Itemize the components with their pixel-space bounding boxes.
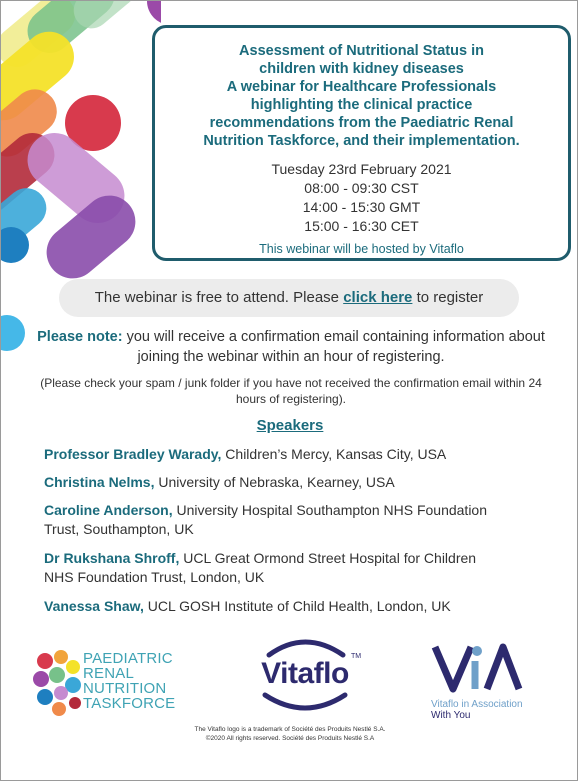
speaker-item [44, 445, 544, 464]
speaker-affiliation: Children’s Mercy, Kansas City, USA [221, 446, 447, 462]
via-mark-icon [431, 643, 551, 695]
vitaflo-wordmark: Vitaflo [261, 657, 349, 690]
trademark-line: The Vitaflo logo is a trademark of Société des Produits Nestlé S.A. [194, 726, 386, 733]
speaker-item [44, 549, 494, 587]
speaker-affiliation: UCL Great Ormond Street Hospital for Children NHS Foundation Trust, London, UK [44, 550, 477, 585]
note-text: you will receive a confirmation email containing information about joining the webinar within an hour of registering. [122, 329, 545, 365]
copyright-line: ©2020 All rights reserved. Société des Produits Nestlé S.A [205, 735, 375, 742]
register-link[interactable]: click here [343, 289, 413, 306]
register-banner [59, 279, 519, 317]
speaker-item [44, 597, 544, 616]
event-time-cet: 15:00 - 16:30 CET [304, 218, 419, 234]
register-text-before: The webinar is free to attend. Please [94, 289, 344, 306]
prnt-name [83, 651, 175, 711]
event-time-cst: 08:00 - 09:30 CST [304, 180, 419, 196]
speaker-name: Vanessa Shaw, [44, 598, 144, 614]
vitaflo-logo [239, 635, 371, 715]
speaker-affiliation: University Hospital Southampton NHS Foundation Trust, Southampton, UK [44, 502, 488, 537]
speaker-name: Christina Nelms, [44, 474, 155, 490]
via-caption [431, 699, 551, 721]
via-caption-line: Vitaflo in Association [431, 699, 523, 710]
event-date: Tuesday 23rd February 2021 [271, 161, 452, 177]
prnt-line: RENAL [83, 665, 135, 682]
via-caption-line: With You [431, 710, 471, 721]
trademark-notice [1, 725, 578, 743]
footer [1, 621, 578, 781]
trademark-symbol: TM [351, 653, 362, 660]
speaker-affiliation: University of Nebraska, Kearney, USA [154, 474, 395, 490]
spam-note: (Please check your spam / junk folder if you have not received the confirmation email within 24 hours of registering). [40, 376, 542, 406]
event-title: Assessment of Nutritional Status in children with kidney diseases A webinar for Healthcare Professionals highlighting the clinical practice recommendations from the Paediatric Renal Nutrition Taskforce, and their implementation. [203, 43, 520, 149]
note-label: Please note: [37, 329, 123, 345]
speakers-heading: Speakers [256, 417, 324, 434]
speaker-affiliation: UCL GOSH Institute of Child Health, London, UK [143, 598, 451, 614]
speaker-name: Caroline Anderson, [44, 502, 173, 518]
prnt-line: TASKFORCE [83, 695, 176, 712]
via-logo [431, 643, 551, 723]
speaker-name: Dr Rukshana Shroff, [44, 550, 180, 566]
confirmation-note [31, 327, 551, 367]
prnt-emblem-icon [31, 645, 87, 721]
event-info-box [152, 25, 571, 261]
event-time-gmt: 14:00 - 15:30 GMT [302, 199, 421, 215]
prnt-line: NUTRITION [83, 680, 167, 697]
register-text-after: to register [412, 289, 484, 306]
speaker-name: Professor Bradley Warady, [44, 446, 222, 462]
speaker-item [44, 473, 544, 492]
prnt-line: PAEDIATRIC [83, 650, 173, 667]
event-host: This webinar will be hosted by Vitaflo [259, 242, 464, 256]
speaker-item [44, 501, 504, 539]
prnt-logo [31, 645, 191, 725]
